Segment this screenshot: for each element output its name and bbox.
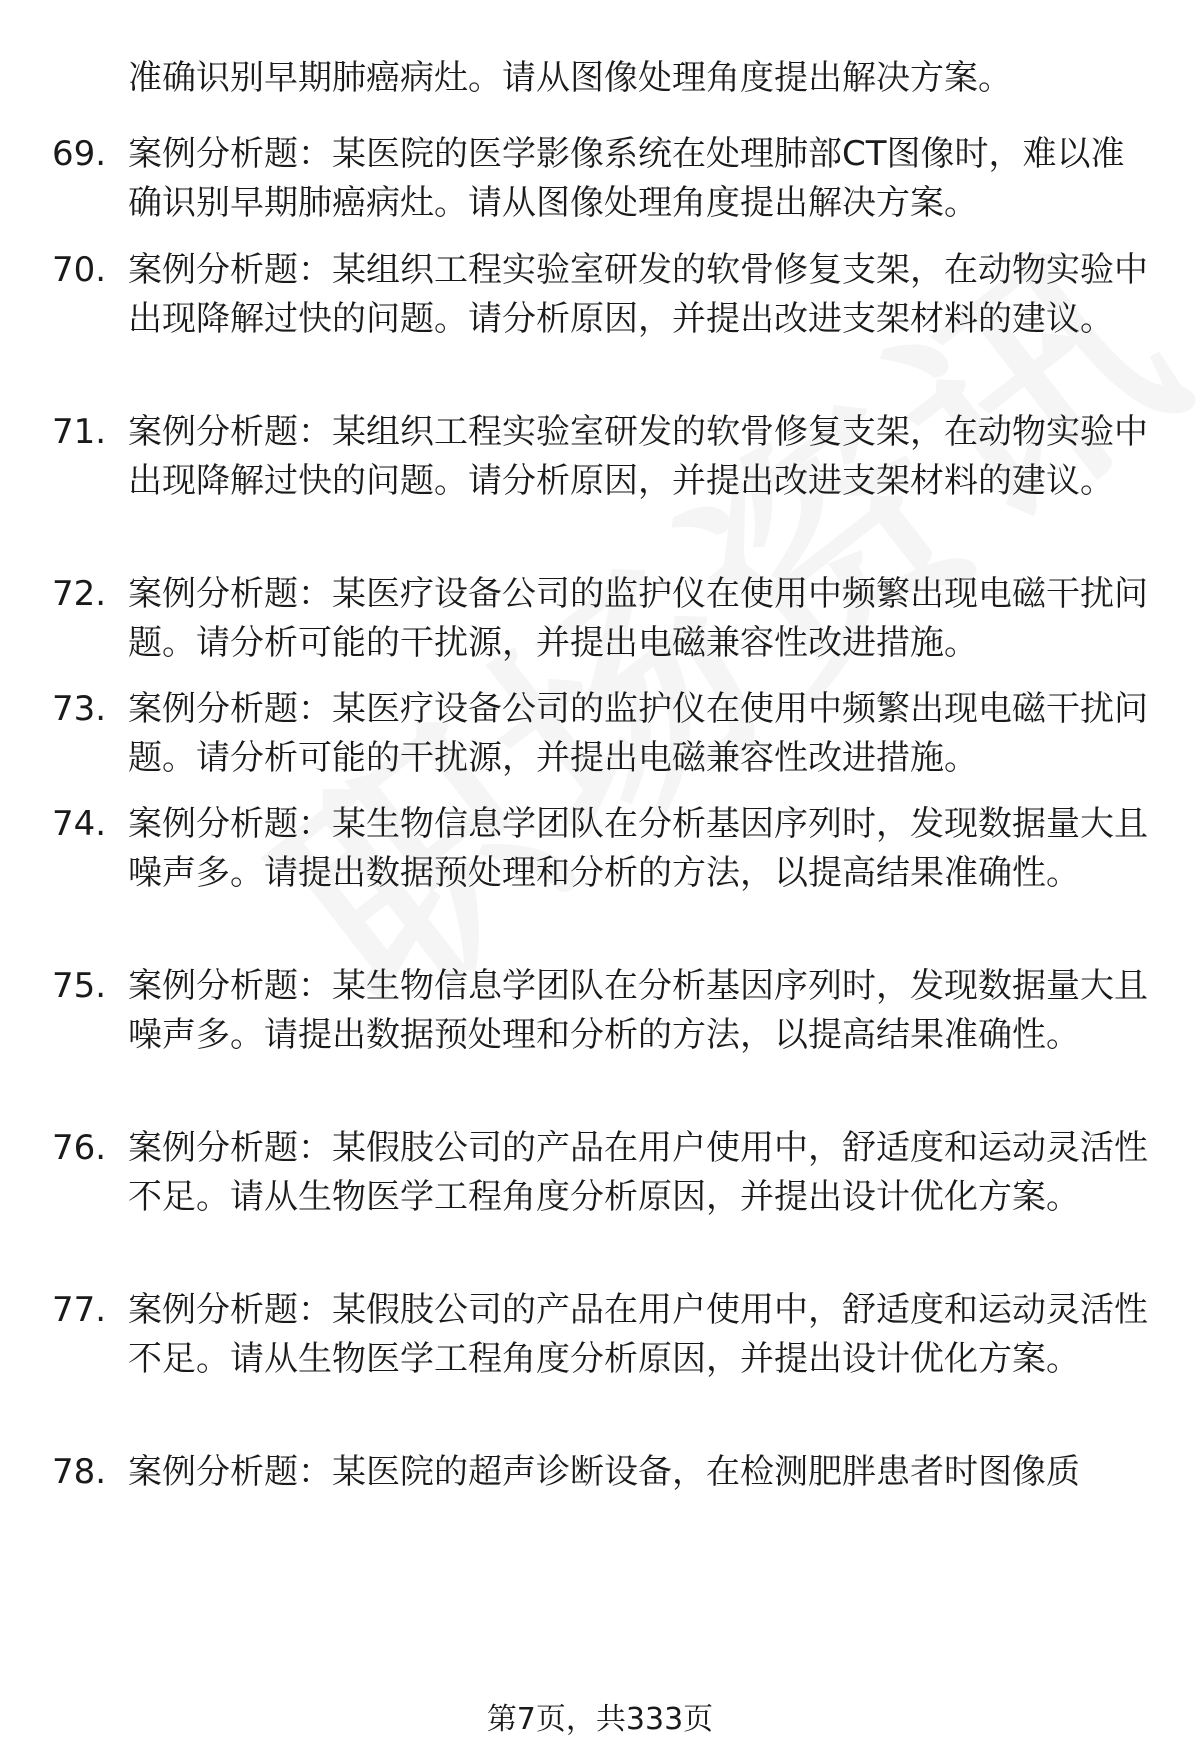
question-text: 案例分析题：某组织工程实验室研发的软骨修复支架，在动物实验中出现降解过快的问题。请分析原因，并提出改进支架材料的建议。 — [128, 250, 1148, 339]
question-number: 76. — [52, 1128, 107, 1168]
question-number: 71. — [52, 412, 107, 452]
page-footer: 第7页，共333页 — [486, 1702, 714, 1737]
question-number: 72. — [52, 574, 107, 614]
question-number: 75. — [52, 966, 107, 1006]
question-text: 案例分析题：某医院的超声诊断设备，在检测肥胖患者时图像质 — [128, 1452, 1080, 1492]
question-text: 案例分析题：某假肢公司的产品在用户使用中，舒适度和运动灵活性不足。请从生物医学工程角度分析原因，并提出设计优化方案。 — [128, 1128, 1148, 1217]
question-number: 78. — [52, 1452, 107, 1492]
question-number: 74. — [52, 804, 107, 844]
continuation-text: 准确识别早期肺癌病灶。请从图像处理角度提出解决方案。 — [128, 58, 1012, 98]
question-text: 案例分析题：某假肢公司的产品在用户使用中，舒适度和运动灵活性不足。请从生物医学工程角度分析原因，并提出设计优化方案。 — [128, 1290, 1148, 1379]
question-number: 73. — [52, 689, 107, 729]
question-number: 69. — [52, 134, 107, 174]
question-text: 案例分析题：某医院的医学影像系统在处理肺部CT图像时，难以准确识别早期肺癌病灶。请从图像处理角度提出解决方案。 — [128, 134, 1125, 223]
question-text: 案例分析题：某生物信息学团队在分析基因序列时，发现数据量大且噪声多。请提出数据预处理和分析的方法，以提高结果准确性。 — [128, 804, 1148, 893]
question-text: 案例分析题：某组织工程实验室研发的软骨修复支架，在动物实验中出现降解过快的问题。请分析原因，并提出改进支架材料的建议。 — [128, 412, 1148, 501]
question-text: 案例分析题：某医疗设备公司的监护仪在使用中频繁出现电磁干扰问题。请分析可能的干扰源，并提出电磁兼容性改进措施。 — [128, 574, 1148, 663]
question-number: 70. — [52, 250, 107, 290]
question-number: 77. — [52, 1290, 107, 1330]
question-text: 案例分析题：某医疗设备公司的监护仪在使用中频繁出现电磁干扰问题。请分析可能的干扰源，并提出电磁兼容性改进措施。 — [128, 689, 1148, 778]
question-text: 案例分析题：某生物信息学团队在分析基因序列时，发现数据量大且噪声多。请提出数据预处理和分析的方法，以提高结果准确性。 — [128, 966, 1148, 1055]
